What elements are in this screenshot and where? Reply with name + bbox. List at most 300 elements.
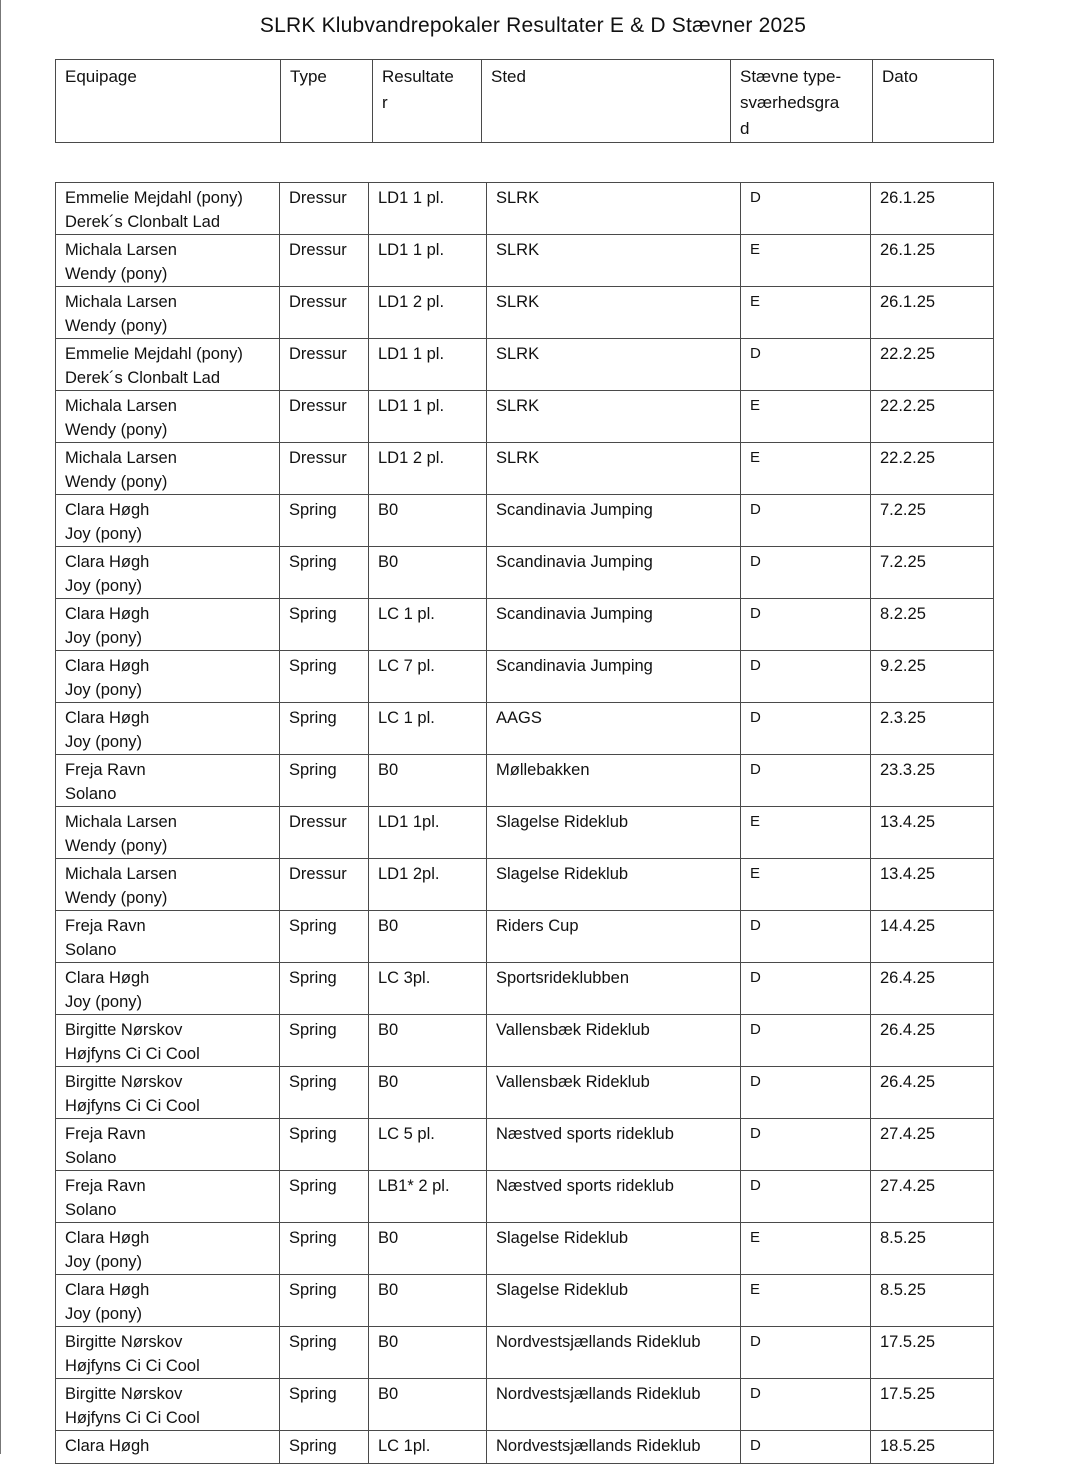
- rider-name: Emmelie Mejdahl (pony): [65, 345, 243, 363]
- table-row: [56, 1015, 994, 1067]
- equipage-cell: [56, 235, 280, 287]
- sted-value: SLRK: [496, 397, 540, 415]
- result-value: LC 1 pl.: [378, 709, 435, 727]
- horse-name: Solano: [65, 1149, 117, 1167]
- date-value: 8.2.25: [880, 605, 926, 623]
- table-row: [56, 1171, 994, 1223]
- date-cell: [871, 1223, 994, 1275]
- result-cell: [369, 1067, 487, 1119]
- level-cell: [741, 235, 871, 287]
- type-cell: [280, 339, 369, 391]
- table-row: [56, 495, 994, 547]
- equipage-cell: [56, 1327, 280, 1379]
- sted-cell: [487, 391, 741, 443]
- date-value: 26.1.25: [880, 293, 936, 311]
- type-value: Dressur: [289, 865, 347, 883]
- sted-value: Nordvestsjællands Rideklub: [496, 1385, 701, 1403]
- sted-cell: [487, 1275, 741, 1327]
- sted-cell: [487, 1327, 741, 1379]
- horse-name: Joy (pony): [65, 577, 143, 595]
- level-cell: [741, 1379, 871, 1431]
- level-cell: [741, 1327, 871, 1379]
- sted-value: Riders Cup: [496, 917, 579, 935]
- rider-name: Birgitte Nørskov: [65, 1333, 183, 1351]
- horse-name: Wendy (pony): [65, 889, 168, 907]
- date-value: 18.5.25: [880, 1437, 936, 1455]
- type-value: Dressur: [289, 813, 347, 831]
- result-cell: [369, 1379, 487, 1431]
- table-row: [56, 911, 994, 963]
- rider-name: Birgitte Nørskov: [65, 1385, 183, 1403]
- horse-name: Solano: [65, 1201, 117, 1219]
- table-row: [56, 651, 994, 703]
- sted-value: Vallensbæk Rideklub: [496, 1073, 650, 1091]
- level-value: E: [750, 241, 761, 258]
- rider-name: Freja Ravn: [65, 1125, 146, 1143]
- type-cell: [280, 547, 369, 599]
- level-cell: [741, 1067, 871, 1119]
- horse-name: Joy (pony): [65, 681, 143, 699]
- result-cell: [369, 235, 487, 287]
- level-value: E: [750, 397, 761, 414]
- equipage-cell: [56, 755, 280, 807]
- result-cell: [369, 1015, 487, 1067]
- date-cell: [871, 755, 994, 807]
- table-row: [56, 547, 994, 599]
- rider-name: Michala Larsen: [65, 241, 177, 259]
- table-row: [56, 755, 994, 807]
- type-cell: [280, 651, 369, 703]
- result-cell: [369, 183, 487, 235]
- level-value: D: [750, 761, 761, 778]
- sted-value: SLRK: [496, 449, 540, 467]
- rider-name: Freja Ravn: [65, 761, 146, 779]
- rider-name: Emmelie Mejdahl (pony): [65, 189, 243, 207]
- result-cell: [369, 859, 487, 911]
- result-value: B0: [378, 501, 399, 519]
- result-value: B0: [378, 553, 399, 571]
- level-cell: [741, 1015, 871, 1067]
- equipage-cell: [56, 807, 280, 859]
- date-value: 27.4.25: [880, 1125, 936, 1143]
- type-value: Spring: [289, 1333, 337, 1351]
- horse-name: Solano: [65, 785, 117, 803]
- type-value: Spring: [289, 1437, 337, 1455]
- type-cell: [280, 963, 369, 1015]
- type-value: Spring: [289, 657, 337, 675]
- sted-cell: [487, 1379, 741, 1431]
- sted-cell: [487, 807, 741, 859]
- date-value: 9.2.25: [880, 657, 926, 675]
- equipage-cell: [56, 1119, 280, 1171]
- result-cell: [369, 911, 487, 963]
- type-value: Spring: [289, 1229, 337, 1247]
- type-cell: [280, 1431, 369, 1464]
- level-value: E: [750, 293, 761, 310]
- type-cell: [280, 443, 369, 495]
- results-table: [55, 182, 994, 1464]
- table-row: [56, 1119, 994, 1171]
- rider-name: Clara Høgh: [65, 553, 150, 571]
- equipage-cell: [56, 599, 280, 651]
- date-value: 22.2.25: [880, 397, 936, 415]
- result-value: LD1 1pl.: [378, 813, 440, 831]
- date-cell: [871, 287, 994, 339]
- page-edge: [0, 0, 1, 1454]
- date-cell: [871, 1431, 994, 1464]
- rider-name: Michala Larsen: [65, 865, 177, 883]
- horse-name: Højfyns Ci Ci Cool: [65, 1097, 200, 1115]
- sted-value: Slagelse Rideklub: [496, 813, 629, 831]
- level-cell: [741, 547, 871, 599]
- type-cell: [280, 495, 369, 547]
- result-cell: [369, 651, 487, 703]
- result-value: LD1 2pl.: [378, 865, 440, 883]
- level-value: D: [750, 709, 761, 726]
- result-value: LD1 1 pl.: [378, 397, 445, 415]
- date-cell: [871, 859, 994, 911]
- result-value: B0: [378, 1281, 399, 1299]
- date-cell: [871, 235, 994, 287]
- type-value: Dressur: [289, 293, 347, 311]
- equipage-cell: [56, 339, 280, 391]
- result-value: B0: [378, 1333, 399, 1351]
- type-value: Spring: [289, 605, 337, 623]
- type-value: Spring: [289, 1177, 337, 1195]
- result-value: B0: [378, 1385, 399, 1403]
- equipage-cell: [56, 1171, 280, 1223]
- level-cell: [741, 1431, 871, 1464]
- level-value: D: [750, 1073, 761, 1090]
- sted-value: Scandinavia Jumping: [496, 657, 653, 675]
- date-value: 26.4.25: [880, 1073, 936, 1091]
- date-cell: [871, 651, 994, 703]
- level-value: D: [750, 969, 761, 986]
- level-value: E: [750, 1229, 761, 1246]
- level-cell: [741, 703, 871, 755]
- table-row: [56, 963, 994, 1015]
- equipage-cell: [56, 1431, 280, 1464]
- result-value: LC 1 pl.: [378, 605, 435, 623]
- sted-cell: [487, 963, 741, 1015]
- horse-name: Solano: [65, 941, 117, 959]
- date-cell: [871, 1379, 994, 1431]
- table-row: [56, 1223, 994, 1275]
- sted-cell: [487, 1015, 741, 1067]
- header-table: [55, 59, 994, 143]
- date-value: 27.4.25: [880, 1177, 936, 1195]
- result-cell: [369, 495, 487, 547]
- result-value: LD1 1 pl.: [378, 241, 445, 259]
- result-cell: [369, 1119, 487, 1171]
- sted-cell: [487, 339, 741, 391]
- result-value: LC 5 pl.: [378, 1125, 435, 1143]
- sted-cell: [487, 755, 741, 807]
- result-value: LC 1pl.: [378, 1437, 431, 1455]
- level-value: E: [750, 813, 761, 830]
- date-value: 26.1.25: [880, 241, 936, 259]
- equipage-cell: [56, 443, 280, 495]
- sted-cell: [487, 911, 741, 963]
- result-cell: [369, 703, 487, 755]
- level-value: D: [750, 553, 761, 570]
- table-row: [56, 1275, 994, 1327]
- type-cell: [280, 183, 369, 235]
- level-cell: [741, 599, 871, 651]
- horse-name: Joy (pony): [65, 993, 143, 1011]
- result-cell: [369, 1431, 487, 1464]
- type-cell: [280, 1275, 369, 1327]
- rider-name: Michala Larsen: [65, 813, 177, 831]
- type-value: Spring: [289, 501, 337, 519]
- horse-name: Joy (pony): [65, 733, 143, 751]
- sted-value: SLRK: [496, 345, 540, 363]
- level-cell: [741, 287, 871, 339]
- level-value: D: [750, 605, 761, 622]
- level-cell: [741, 495, 871, 547]
- type-cell: [280, 859, 369, 911]
- date-cell: [871, 1015, 994, 1067]
- equipage-cell: [56, 391, 280, 443]
- level-value: D: [750, 1333, 761, 1350]
- sted-cell: [487, 1171, 741, 1223]
- sted-cell: [487, 443, 741, 495]
- type-cell: [280, 755, 369, 807]
- equipage-cell: [56, 1067, 280, 1119]
- type-cell: [280, 911, 369, 963]
- result-value: LC 3pl.: [378, 969, 431, 987]
- level-value: D: [750, 501, 761, 518]
- rider-name: Clara Høgh: [65, 657, 150, 675]
- date-cell: [871, 703, 994, 755]
- result-cell: [369, 391, 487, 443]
- sted-cell: [487, 703, 741, 755]
- type-cell: [280, 391, 369, 443]
- table-row: [56, 391, 994, 443]
- date-cell: [871, 1171, 994, 1223]
- date-cell: [871, 1119, 994, 1171]
- type-cell: [280, 807, 369, 859]
- table-row: [56, 1379, 994, 1431]
- level-cell: [741, 859, 871, 911]
- result-value: LB1* 2 pl.: [378, 1177, 450, 1195]
- result-cell: [369, 547, 487, 599]
- rider-name: Clara Høgh: [65, 969, 150, 987]
- type-value: Spring: [289, 1021, 337, 1039]
- equipage-cell: [56, 183, 280, 235]
- level-cell: [741, 443, 871, 495]
- sted-value: Slagelse Rideklub: [496, 1229, 629, 1247]
- horse-name: Højfyns Ci Ci Cool: [65, 1409, 200, 1427]
- result-cell: [369, 287, 487, 339]
- header-result: Resultate r: [373, 60, 482, 143]
- type-value: Dressur: [289, 397, 347, 415]
- equipage-cell: [56, 859, 280, 911]
- sted-cell: [487, 1223, 741, 1275]
- horse-name: Joy (pony): [65, 1253, 143, 1271]
- rider-name: Clara Høgh: [65, 605, 150, 623]
- sted-cell: [487, 651, 741, 703]
- level-value: E: [750, 1281, 761, 1298]
- horse-name: Højfyns Ci Ci Cool: [65, 1357, 200, 1375]
- type-value: Dressur: [289, 449, 347, 467]
- rider-name: Clara Høgh: [65, 1229, 150, 1247]
- rider-name: Michala Larsen: [65, 293, 177, 311]
- result-cell: [369, 443, 487, 495]
- date-cell: [871, 495, 994, 547]
- rider-name: Michala Larsen: [65, 449, 177, 467]
- equipage-cell: [56, 963, 280, 1015]
- sted-value: SLRK: [496, 189, 540, 207]
- rider-name: Freja Ravn: [65, 1177, 146, 1195]
- result-value: B0: [378, 1073, 399, 1091]
- level-value: E: [750, 865, 761, 882]
- header-dato: Dato: [873, 60, 994, 143]
- level-value: D: [750, 917, 761, 934]
- sted-value: Scandinavia Jumping: [496, 501, 653, 519]
- level-cell: [741, 339, 871, 391]
- horse-name: Wendy (pony): [65, 421, 168, 439]
- level-cell: [741, 1223, 871, 1275]
- header-row: [56, 60, 994, 143]
- date-cell: [871, 391, 994, 443]
- result-cell: [369, 1223, 487, 1275]
- date-cell: [871, 1327, 994, 1379]
- date-cell: [871, 443, 994, 495]
- level-cell: [741, 911, 871, 963]
- table-row: [56, 1067, 994, 1119]
- horse-name: Joy (pony): [65, 525, 143, 543]
- equipage-cell: [56, 1379, 280, 1431]
- date-value: 22.2.25: [880, 449, 936, 467]
- date-cell: [871, 547, 994, 599]
- date-cell: [871, 183, 994, 235]
- level-value: D: [750, 1021, 761, 1038]
- result-cell: [369, 963, 487, 1015]
- rider-name: Clara Høgh: [65, 1437, 150, 1455]
- header-type: Type: [281, 60, 373, 143]
- level-cell: [741, 1119, 871, 1171]
- type-value: Spring: [289, 1125, 337, 1143]
- result-cell: [369, 1275, 487, 1327]
- date-value: 13.4.25: [880, 865, 936, 883]
- sted-cell: [487, 1067, 741, 1119]
- rider-name: Birgitte Nørskov: [65, 1073, 183, 1091]
- sted-value: SLRK: [496, 293, 540, 311]
- date-value: 26.4.25: [880, 969, 936, 987]
- sted-value: Møllebakken: [496, 761, 590, 779]
- table-row: [56, 1327, 994, 1379]
- sted-value: Næstved sports rideklub: [496, 1177, 674, 1195]
- rider-name: Birgitte Nørskov: [65, 1021, 183, 1039]
- date-value: 22.2.25: [880, 345, 936, 363]
- rider-name: Freja Ravn: [65, 917, 146, 935]
- sted-value: Næstved sports rideklub: [496, 1125, 674, 1143]
- sted-cell: [487, 599, 741, 651]
- type-cell: [280, 1015, 369, 1067]
- date-cell: [871, 911, 994, 963]
- sted-cell: [487, 183, 741, 235]
- sted-value: Nordvestsjællands Rideklub: [496, 1437, 701, 1455]
- date-value: 26.4.25: [880, 1021, 936, 1039]
- result-cell: [369, 339, 487, 391]
- date-value: 23.3.25: [880, 761, 936, 779]
- equipage-cell: [56, 911, 280, 963]
- date-value: 17.5.25: [880, 1385, 936, 1403]
- rider-name: Clara Høgh: [65, 501, 150, 519]
- date-value: 2.3.25: [880, 709, 926, 727]
- equipage-cell: [56, 651, 280, 703]
- type-value: Dressur: [289, 189, 347, 207]
- type-cell: [280, 1067, 369, 1119]
- level-cell: [741, 755, 871, 807]
- table-row: [56, 703, 994, 755]
- level-cell: [741, 1171, 871, 1223]
- result-value: B0: [378, 917, 399, 935]
- result-cell: [369, 1171, 487, 1223]
- date-cell: [871, 599, 994, 651]
- equipage-cell: [56, 703, 280, 755]
- type-value: Dressur: [289, 345, 347, 363]
- result-value: LC 7 pl.: [378, 657, 435, 675]
- level-value: D: [750, 657, 761, 674]
- type-cell: [280, 1119, 369, 1171]
- date-value: 8.5.25: [880, 1281, 926, 1299]
- table-row: [56, 1431, 994, 1464]
- header-level: Stævne type- sværhedsgra d: [731, 60, 873, 143]
- type-cell: [280, 1171, 369, 1223]
- table-row: [56, 339, 994, 391]
- result-value: B0: [378, 761, 399, 779]
- sted-cell: [487, 1119, 741, 1171]
- type-value: Spring: [289, 1281, 337, 1299]
- level-cell: [741, 963, 871, 1015]
- equipage-cell: [56, 547, 280, 599]
- level-value: D: [750, 1125, 761, 1142]
- sted-value: Slagelse Rideklub: [496, 1281, 629, 1299]
- date-cell: [871, 963, 994, 1015]
- type-value: Spring: [289, 969, 337, 987]
- rider-name: Clara Høgh: [65, 709, 150, 727]
- level-value: D: [750, 189, 761, 206]
- result-value: B0: [378, 1229, 399, 1247]
- horse-name: Joy (pony): [65, 629, 143, 647]
- level-value: D: [750, 1437, 761, 1454]
- result-value: LD1 2 pl.: [378, 449, 445, 467]
- horse-name: Wendy (pony): [65, 265, 168, 283]
- sted-cell: [487, 287, 741, 339]
- header-equipage: Equipage: [56, 60, 281, 143]
- level-cell: [741, 391, 871, 443]
- result-cell: [369, 1327, 487, 1379]
- horse-name: Wendy (pony): [65, 837, 168, 855]
- table-row: [56, 599, 994, 651]
- type-cell: [280, 1327, 369, 1379]
- equipage-cell: [56, 287, 280, 339]
- date-cell: [871, 1275, 994, 1327]
- page-title: SLRK Klubvandrepokaler Resultater E & D Stævner 2025: [259, 14, 807, 37]
- sted-value: AAGS: [496, 709, 542, 727]
- date-cell: [871, 1067, 994, 1119]
- sted-cell: [487, 547, 741, 599]
- result-cell: [369, 599, 487, 651]
- table-row: [56, 859, 994, 911]
- date-value: 26.1.25: [880, 189, 936, 207]
- sted-cell: [487, 859, 741, 911]
- rider-name: Clara Høgh: [65, 1281, 150, 1299]
- type-cell: [280, 235, 369, 287]
- type-value: Spring: [289, 917, 337, 935]
